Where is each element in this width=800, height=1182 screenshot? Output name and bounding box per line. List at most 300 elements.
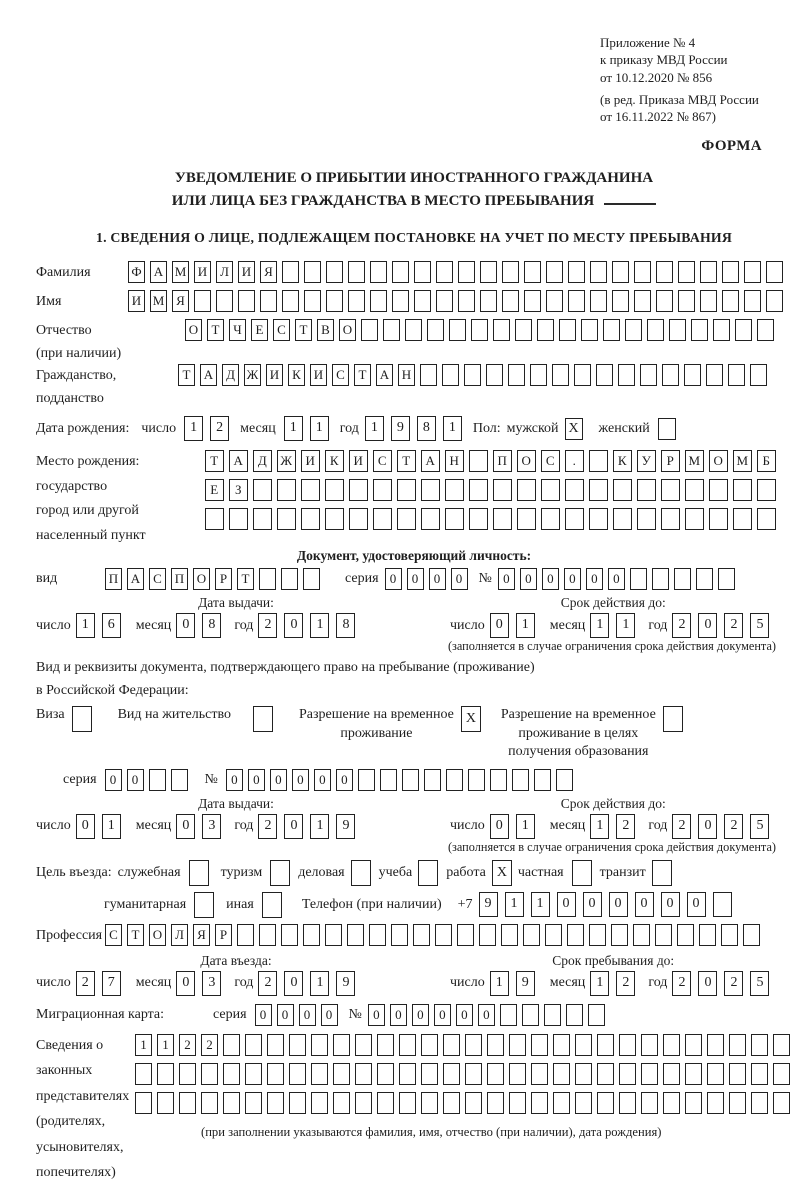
- char-cell[interactable]: [469, 479, 488, 501]
- char-cell[interactable]: С: [149, 568, 166, 590]
- purpose-study-checkbox[interactable]: [418, 860, 438, 886]
- char-cell[interactable]: Я: [193, 924, 210, 946]
- char-cell[interactable]: 9: [391, 416, 410, 441]
- char-cell[interactable]: [414, 261, 431, 283]
- char-cell[interactable]: Т: [205, 450, 224, 472]
- char-cell[interactable]: [502, 261, 519, 283]
- char-cell[interactable]: [348, 261, 365, 283]
- char-cell[interactable]: 0: [698, 971, 717, 996]
- char-cell[interactable]: 6: [102, 613, 121, 638]
- char-cell[interactable]: 0: [292, 769, 309, 791]
- char-cell[interactable]: 0: [586, 568, 603, 590]
- char-cell[interactable]: 0: [385, 568, 402, 590]
- char-cell[interactable]: [733, 479, 752, 501]
- char-cell[interactable]: И: [128, 290, 145, 312]
- char-cell[interactable]: 0: [284, 971, 303, 996]
- char-cell[interactable]: М: [685, 450, 704, 472]
- char-cell[interactable]: 0: [490, 613, 509, 638]
- char-cell[interactable]: 9: [516, 971, 535, 996]
- char-cell[interactable]: 8: [202, 613, 221, 638]
- char-cell[interactable]: П: [493, 450, 512, 472]
- char-cell[interactable]: [301, 479, 320, 501]
- char-cell[interactable]: [603, 319, 620, 341]
- char-cell[interactable]: [531, 1092, 548, 1114]
- char-cell[interactable]: [524, 261, 541, 283]
- char-cell[interactable]: [647, 319, 664, 341]
- char-cell[interactable]: Я: [260, 261, 277, 283]
- char-cell[interactable]: [282, 290, 299, 312]
- char-cell[interactable]: Е: [251, 319, 268, 341]
- char-cell[interactable]: 3: [202, 971, 221, 996]
- char-cell[interactable]: 1: [310, 971, 329, 996]
- purpose-other-checkbox[interactable]: [262, 892, 282, 918]
- char-cell[interactable]: 0: [698, 814, 717, 839]
- char-cell[interactable]: 0: [429, 568, 446, 590]
- char-cell[interactable]: 0: [498, 568, 515, 590]
- char-cell[interactable]: [655, 924, 672, 946]
- char-cell[interactable]: [696, 568, 713, 590]
- char-cell[interactable]: [424, 769, 441, 791]
- char-cell[interactable]: Т: [237, 568, 254, 590]
- char-cell[interactable]: 0: [434, 1004, 451, 1026]
- char-cell[interactable]: [537, 319, 554, 341]
- char-cell[interactable]: [421, 1034, 438, 1056]
- char-cell[interactable]: 0: [76, 814, 95, 839]
- char-cell[interactable]: [479, 924, 496, 946]
- char-cell[interactable]: [729, 1034, 746, 1056]
- char-cell[interactable]: [281, 924, 298, 946]
- char-cell[interactable]: [380, 769, 397, 791]
- char-cell[interactable]: [581, 319, 598, 341]
- char-cell[interactable]: [421, 1063, 438, 1085]
- char-cell[interactable]: [238, 290, 255, 312]
- residence-permit-checkbox[interactable]: [253, 706, 273, 732]
- char-cell[interactable]: 1: [616, 613, 635, 638]
- char-cell[interactable]: [662, 364, 679, 386]
- char-cell[interactable]: [201, 1063, 218, 1085]
- char-cell[interactable]: [216, 290, 233, 312]
- char-cell[interactable]: [541, 479, 560, 501]
- char-cell[interactable]: 2: [616, 814, 635, 839]
- char-cell[interactable]: [733, 508, 752, 530]
- char-cell[interactable]: 9: [479, 892, 498, 917]
- char-cell[interactable]: [468, 769, 485, 791]
- char-cell[interactable]: [487, 1092, 504, 1114]
- char-cell[interactable]: [289, 1092, 306, 1114]
- char-cell[interactable]: 0: [412, 1004, 429, 1026]
- char-cell[interactable]: [399, 1092, 416, 1114]
- char-cell[interactable]: 0: [314, 769, 331, 791]
- char-cell[interactable]: 0: [661, 892, 680, 917]
- char-cell[interactable]: [553, 1092, 570, 1114]
- char-cell[interactable]: 2: [258, 613, 277, 638]
- char-cell[interactable]: [421, 479, 440, 501]
- char-cell[interactable]: [751, 1092, 768, 1114]
- char-cell[interactable]: [613, 508, 632, 530]
- char-cell[interactable]: А: [150, 261, 167, 283]
- char-cell[interactable]: [443, 1092, 460, 1114]
- char-cell[interactable]: 2: [672, 971, 691, 996]
- char-cell[interactable]: [135, 1063, 152, 1085]
- char-cell[interactable]: [480, 290, 497, 312]
- char-cell[interactable]: 0: [284, 613, 303, 638]
- char-cell[interactable]: П: [105, 568, 122, 590]
- char-cell[interactable]: 0: [277, 1004, 294, 1026]
- char-cell[interactable]: З: [229, 479, 248, 501]
- char-cell[interactable]: [512, 769, 529, 791]
- char-cell[interactable]: [277, 508, 296, 530]
- char-cell[interactable]: [194, 290, 211, 312]
- char-cell[interactable]: [487, 1034, 504, 1056]
- char-cell[interactable]: [707, 1092, 724, 1114]
- char-cell[interactable]: [721, 924, 738, 946]
- visa-checkbox[interactable]: [72, 706, 92, 732]
- char-cell[interactable]: 1: [516, 613, 535, 638]
- char-cell[interactable]: [443, 1034, 460, 1056]
- char-cell[interactable]: [552, 364, 569, 386]
- char-cell[interactable]: 0: [609, 892, 628, 917]
- char-cell[interactable]: [517, 479, 536, 501]
- char-cell[interactable]: [355, 1092, 372, 1114]
- char-cell[interactable]: [465, 1034, 482, 1056]
- char-cell[interactable]: [301, 508, 320, 530]
- char-cell[interactable]: А: [200, 364, 217, 386]
- char-cell[interactable]: [713, 892, 732, 917]
- char-cell[interactable]: 1: [505, 892, 524, 917]
- char-cell[interactable]: [458, 261, 475, 283]
- char-cell[interactable]: 5: [750, 613, 769, 638]
- char-cell[interactable]: [589, 508, 608, 530]
- char-cell[interactable]: [757, 508, 776, 530]
- char-cell[interactable]: 0: [105, 769, 122, 791]
- char-cell[interactable]: [304, 261, 321, 283]
- char-cell[interactable]: Д: [222, 364, 239, 386]
- char-cell[interactable]: [508, 364, 525, 386]
- char-cell[interactable]: [677, 924, 694, 946]
- char-cell[interactable]: 2: [258, 971, 277, 996]
- char-cell[interactable]: 0: [336, 769, 353, 791]
- char-cell[interactable]: 0: [299, 1004, 316, 1026]
- char-cell[interactable]: [405, 319, 422, 341]
- char-cell[interactable]: 2: [616, 971, 635, 996]
- char-cell[interactable]: 1: [490, 971, 509, 996]
- char-cell[interactable]: [465, 1063, 482, 1085]
- char-cell[interactable]: Р: [215, 568, 232, 590]
- char-cell[interactable]: [706, 364, 723, 386]
- char-cell[interactable]: [750, 364, 767, 386]
- char-cell[interactable]: Р: [661, 450, 680, 472]
- char-cell[interactable]: [674, 568, 691, 590]
- char-cell[interactable]: [383, 319, 400, 341]
- purpose-transit-checkbox[interactable]: [652, 860, 672, 886]
- char-cell[interactable]: [465, 1092, 482, 1114]
- char-cell[interactable]: [435, 924, 452, 946]
- char-cell[interactable]: [370, 290, 387, 312]
- char-cell[interactable]: [377, 1092, 394, 1114]
- char-cell[interactable]: 1: [284, 416, 303, 441]
- char-cell[interactable]: 9: [336, 971, 355, 996]
- char-cell[interactable]: 0: [127, 769, 144, 791]
- char-cell[interactable]: [757, 479, 776, 501]
- char-cell[interactable]: [289, 1063, 306, 1085]
- char-cell[interactable]: [377, 1034, 394, 1056]
- char-cell[interactable]: О: [517, 450, 536, 472]
- char-cell[interactable]: [502, 290, 519, 312]
- char-cell[interactable]: 0: [557, 892, 576, 917]
- char-cell[interactable]: [773, 1063, 790, 1085]
- char-cell[interactable]: [522, 1004, 539, 1026]
- char-cell[interactable]: 0: [583, 892, 602, 917]
- char-cell[interactable]: 2: [724, 971, 743, 996]
- char-cell[interactable]: [565, 479, 584, 501]
- char-cell[interactable]: [553, 1063, 570, 1085]
- purpose-business-checkbox[interactable]: [351, 860, 371, 886]
- char-cell[interactable]: [678, 290, 695, 312]
- char-cell[interactable]: Ф: [128, 261, 145, 283]
- char-cell[interactable]: [515, 319, 532, 341]
- char-cell[interactable]: [469, 450, 488, 472]
- char-cell[interactable]: [523, 924, 540, 946]
- char-cell[interactable]: [487, 1063, 504, 1085]
- char-cell[interactable]: [546, 290, 563, 312]
- char-cell[interactable]: [377, 1063, 394, 1085]
- char-cell[interactable]: [574, 364, 591, 386]
- char-cell[interactable]: [480, 261, 497, 283]
- char-cell[interactable]: И: [238, 261, 255, 283]
- sex-male-checkbox[interactable]: X: [565, 418, 583, 440]
- char-cell[interactable]: 9: [336, 814, 355, 839]
- char-cell[interactable]: [443, 1063, 460, 1085]
- char-cell[interactable]: [399, 1063, 416, 1085]
- char-cell[interactable]: [349, 479, 368, 501]
- char-cell[interactable]: [709, 508, 728, 530]
- char-cell[interactable]: [530, 364, 547, 386]
- char-cell[interactable]: [500, 1004, 517, 1026]
- char-cell[interactable]: [449, 319, 466, 341]
- char-cell[interactable]: [267, 1092, 284, 1114]
- char-cell[interactable]: [245, 1034, 262, 1056]
- char-cell[interactable]: [685, 1034, 702, 1056]
- char-cell[interactable]: [289, 1034, 306, 1056]
- char-cell[interactable]: [663, 1034, 680, 1056]
- char-cell[interactable]: [590, 261, 607, 283]
- char-cell[interactable]: [281, 568, 298, 590]
- char-cell[interactable]: 3: [202, 814, 221, 839]
- char-cell[interactable]: [486, 364, 503, 386]
- char-cell[interactable]: 1: [531, 892, 550, 917]
- char-cell[interactable]: [421, 1092, 438, 1114]
- char-cell[interactable]: [699, 924, 716, 946]
- char-cell[interactable]: [326, 261, 343, 283]
- char-cell[interactable]: [656, 261, 673, 283]
- char-cell[interactable]: [766, 261, 783, 283]
- char-cell[interactable]: [421, 508, 440, 530]
- char-cell[interactable]: [656, 290, 673, 312]
- char-cell[interactable]: П: [171, 568, 188, 590]
- char-cell[interactable]: Л: [171, 924, 188, 946]
- char-cell[interactable]: 2: [210, 416, 229, 441]
- char-cell[interactable]: 2: [724, 814, 743, 839]
- char-cell[interactable]: [744, 290, 761, 312]
- char-cell[interactable]: О: [185, 319, 202, 341]
- char-cell[interactable]: [618, 364, 635, 386]
- char-cell[interactable]: [259, 568, 276, 590]
- char-cell[interactable]: [397, 479, 416, 501]
- char-cell[interactable]: О: [149, 924, 166, 946]
- char-cell[interactable]: 0: [456, 1004, 473, 1026]
- char-cell[interactable]: [640, 364, 657, 386]
- char-cell[interactable]: [611, 924, 628, 946]
- char-cell[interactable]: 1: [310, 814, 329, 839]
- char-cell[interactable]: [373, 508, 392, 530]
- char-cell[interactable]: 0: [451, 568, 468, 590]
- char-cell[interactable]: 0: [368, 1004, 385, 1026]
- char-cell[interactable]: [355, 1034, 372, 1056]
- char-cell[interactable]: [641, 1034, 658, 1056]
- char-cell[interactable]: [457, 924, 474, 946]
- char-cell[interactable]: [259, 924, 276, 946]
- char-cell[interactable]: [303, 568, 320, 590]
- char-cell[interactable]: О: [339, 319, 356, 341]
- char-cell[interactable]: [267, 1063, 284, 1085]
- char-cell[interactable]: [436, 261, 453, 283]
- char-cell[interactable]: [751, 1063, 768, 1085]
- char-cell[interactable]: [267, 1034, 284, 1056]
- char-cell[interactable]: [589, 479, 608, 501]
- char-cell[interactable]: [534, 769, 551, 791]
- char-cell[interactable]: 5: [750, 971, 769, 996]
- char-cell[interactable]: [589, 450, 608, 472]
- char-cell[interactable]: [517, 508, 536, 530]
- char-cell[interactable]: [253, 479, 272, 501]
- char-cell[interactable]: [392, 290, 409, 312]
- char-cell[interactable]: [157, 1063, 174, 1085]
- char-cell[interactable]: Ж: [277, 450, 296, 472]
- char-cell[interactable]: [531, 1034, 548, 1056]
- char-cell[interactable]: Ж: [244, 364, 261, 386]
- char-cell[interactable]: [392, 261, 409, 283]
- char-cell[interactable]: [559, 319, 576, 341]
- char-cell[interactable]: А: [421, 450, 440, 472]
- char-cell[interactable]: [420, 364, 437, 386]
- char-cell[interactable]: А: [229, 450, 248, 472]
- char-cell[interactable]: [751, 1034, 768, 1056]
- char-cell[interactable]: [509, 1034, 526, 1056]
- char-cell[interactable]: [575, 1034, 592, 1056]
- char-cell[interactable]: Т: [397, 450, 416, 472]
- char-cell[interactable]: [179, 1092, 196, 1114]
- char-cell[interactable]: А: [127, 568, 144, 590]
- char-cell[interactable]: 0: [478, 1004, 495, 1026]
- char-cell[interactable]: [735, 319, 752, 341]
- char-cell[interactable]: [685, 479, 704, 501]
- char-cell[interactable]: [471, 319, 488, 341]
- char-cell[interactable]: [446, 769, 463, 791]
- char-cell[interactable]: [135, 1092, 152, 1114]
- char-cell[interactable]: 0: [176, 613, 195, 638]
- char-cell[interactable]: [311, 1034, 328, 1056]
- char-cell[interactable]: [637, 479, 656, 501]
- char-cell[interactable]: 2: [179, 1034, 196, 1056]
- char-cell[interactable]: [663, 1063, 680, 1085]
- char-cell[interactable]: 0: [284, 814, 303, 839]
- char-cell[interactable]: [729, 1092, 746, 1114]
- char-cell[interactable]: К: [613, 450, 632, 472]
- char-cell[interactable]: [545, 924, 562, 946]
- char-cell[interactable]: Д: [253, 450, 272, 472]
- char-cell[interactable]: [619, 1092, 636, 1114]
- char-cell[interactable]: [707, 1063, 724, 1085]
- char-cell[interactable]: [333, 1092, 350, 1114]
- char-cell[interactable]: 1: [590, 814, 609, 839]
- char-cell[interactable]: [728, 364, 745, 386]
- char-cell[interactable]: [413, 924, 430, 946]
- char-cell[interactable]: [493, 479, 512, 501]
- char-cell[interactable]: [509, 1092, 526, 1114]
- char-cell[interactable]: [205, 508, 224, 530]
- char-cell[interactable]: [149, 769, 166, 791]
- char-cell[interactable]: [445, 508, 464, 530]
- purpose-private-checkbox[interactable]: [572, 860, 592, 886]
- char-cell[interactable]: [397, 508, 416, 530]
- char-cell[interactable]: [325, 479, 344, 501]
- char-cell[interactable]: 0: [542, 568, 559, 590]
- char-cell[interactable]: [253, 508, 272, 530]
- char-cell[interactable]: [652, 568, 669, 590]
- char-cell[interactable]: [700, 290, 717, 312]
- char-cell[interactable]: С: [105, 924, 122, 946]
- char-cell[interactable]: 0: [698, 613, 717, 638]
- char-cell[interactable]: [612, 290, 629, 312]
- char-cell[interactable]: 8: [417, 416, 436, 441]
- char-cell[interactable]: [369, 924, 386, 946]
- char-cell[interactable]: [556, 769, 573, 791]
- char-cell[interactable]: [237, 924, 254, 946]
- char-cell[interactable]: [531, 1063, 548, 1085]
- char-cell[interactable]: [493, 319, 510, 341]
- char-cell[interactable]: [347, 924, 364, 946]
- char-cell[interactable]: [201, 1092, 218, 1114]
- char-cell[interactable]: [612, 261, 629, 283]
- char-cell[interactable]: [414, 290, 431, 312]
- char-cell[interactable]: [619, 1063, 636, 1085]
- char-cell[interactable]: [625, 319, 642, 341]
- char-cell[interactable]: В: [317, 319, 334, 341]
- char-cell[interactable]: Б: [757, 450, 776, 472]
- purpose-humanitarian-checkbox[interactable]: [194, 892, 214, 918]
- char-cell[interactable]: 1: [135, 1034, 152, 1056]
- char-cell[interactable]: [436, 290, 453, 312]
- char-cell[interactable]: [691, 319, 708, 341]
- char-cell[interactable]: 1: [443, 416, 462, 441]
- char-cell[interactable]: [597, 1034, 614, 1056]
- char-cell[interactable]: [311, 1063, 328, 1085]
- char-cell[interactable]: 0: [321, 1004, 338, 1026]
- char-cell[interactable]: [391, 924, 408, 946]
- char-cell[interactable]: [179, 1063, 196, 1085]
- char-cell[interactable]: [684, 364, 701, 386]
- char-cell[interactable]: [685, 1063, 702, 1085]
- char-cell[interactable]: [469, 508, 488, 530]
- char-cell[interactable]: [634, 290, 651, 312]
- char-cell[interactable]: [566, 1004, 583, 1026]
- char-cell[interactable]: [541, 508, 560, 530]
- char-cell[interactable]: 2: [201, 1034, 218, 1056]
- char-cell[interactable]: 0: [608, 568, 625, 590]
- char-cell[interactable]: [718, 568, 735, 590]
- char-cell[interactable]: И: [301, 450, 320, 472]
- char-cell[interactable]: [325, 924, 342, 946]
